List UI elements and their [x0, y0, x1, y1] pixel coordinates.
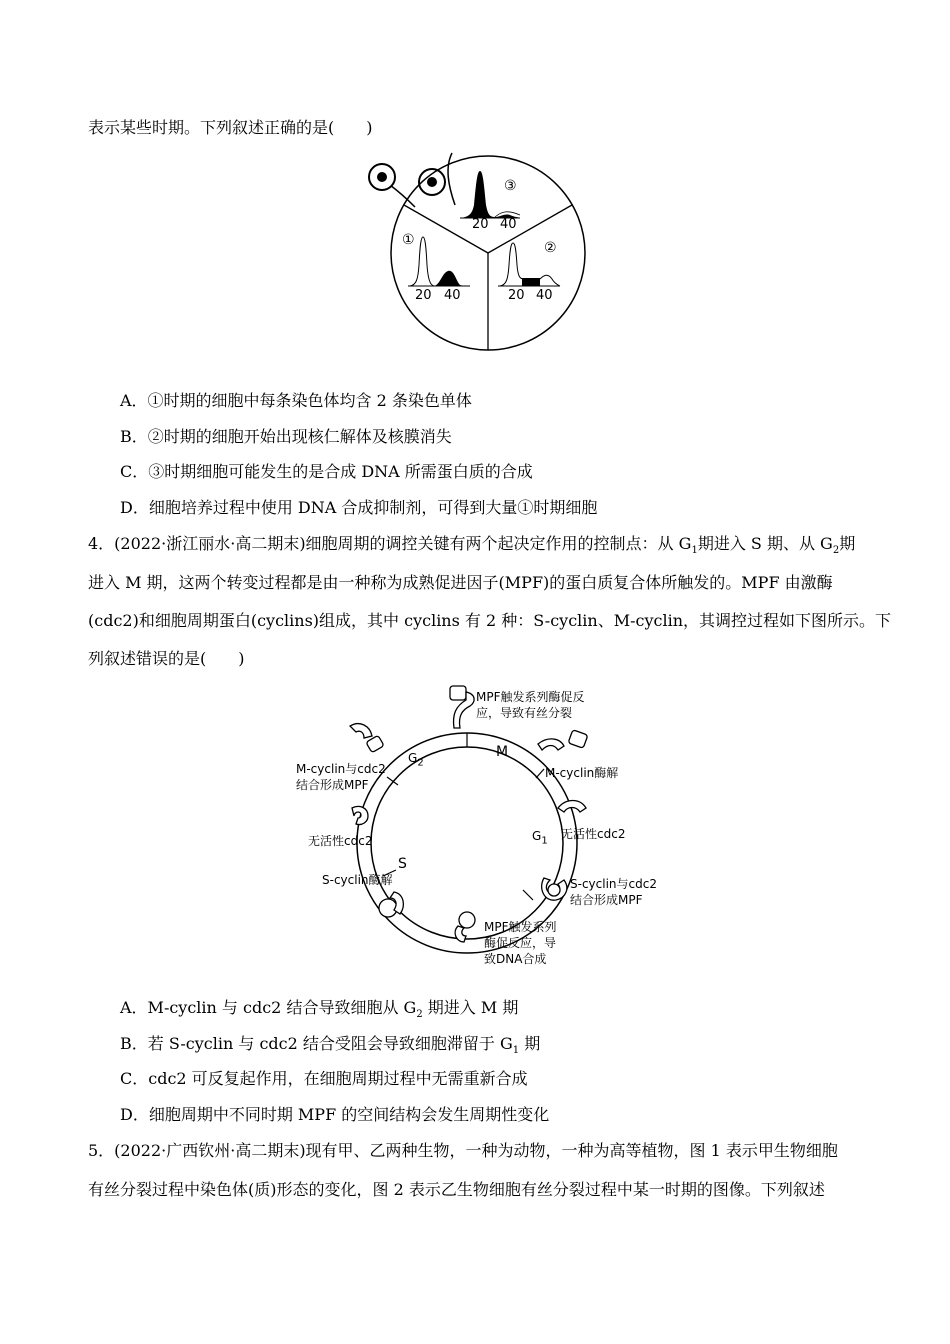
q3-option-b: B．②时期的细胞开始出现核仁解体及核膜消失: [120, 427, 452, 446]
axis-label-40: 40: [500, 217, 517, 232]
label-m-cyclin-bind-1: M-cyclin与cdc2: [296, 762, 386, 776]
phase-g2: $G_2$: [408, 751, 424, 769]
m-cyclin-bind-icon: [350, 724, 384, 753]
label-inactive-cdc2-right: 无活性cdc2: [561, 827, 626, 841]
label-mpf-bottom-1: MPF触发系列: [484, 920, 557, 934]
m-cyclin-degrade-icon: [538, 730, 588, 750]
q3-stem-tail: 表示某些时期。下列叙述正确的是( ): [88, 118, 373, 137]
q4-stem-line4: 列叙述错误的是( ): [88, 649, 245, 668]
phase-g1: $G_1$: [532, 829, 548, 847]
sector1-label: ①: [402, 232, 415, 248]
label-mpf-bottom-3: 致DNA合成: [484, 952, 547, 966]
q3-option-d: D．细胞培养过程中使用 DNA 合成抑制剂，可得到大量①时期细胞: [120, 498, 598, 517]
q5-stem-line1: 5．(2022·广西钦州·高二期末)现有甲、乙两种生物，一种为动物，一种为高等植物，图 1 表示甲生物细胞: [88, 1141, 838, 1160]
axis-label-40: 40: [444, 288, 461, 303]
label-m-cyclin-bind-2: 结合形成MPF: [296, 778, 369, 792]
label-inactive-cdc2-left: 无活性cdc2: [308, 834, 373, 848]
q4-option-b: B．若 S-cyclin 与 cdc2 结合受阻会导致细胞滞留于 $G_1$ 期: [120, 1034, 541, 1057]
histogram-1: [408, 237, 470, 286]
axis-label-20: 20: [472, 217, 489, 232]
q3-figure: [360, 145, 620, 357]
q4-option-c: C．cdc2 可反复起作用，在细胞周期过程中无需重新合成: [120, 1069, 528, 1088]
label-m-cyclin-degrade: M-cyclin酶解: [545, 766, 619, 780]
axis-label-40: 40: [536, 288, 553, 303]
label-mpf-top-2: 应，导致有丝分裂: [476, 706, 573, 720]
s-cyclin-degrade-icon: [379, 892, 403, 917]
label-s-cyclin-degrade: S-cyclin酶解: [322, 873, 393, 887]
axis-label-20: 20: [415, 288, 432, 303]
q4-option-a: A．M-cyclin 与 cdc2 结合导致细胞从 $G_2$ 期进入 M 期: [120, 998, 519, 1021]
q3-option-c: C．③时期细胞可能发生的是合成 DNA 所需蛋白质的合成: [120, 462, 533, 481]
axis-label-20: 20: [508, 288, 525, 303]
label-s-cyclin-bind-2: 结合形成MPF: [570, 893, 643, 907]
q4-stem-line1: 4．(2022·浙江丽水·高二期末)细胞周期的调控关键有两个起决定作用的控制点：从 $G_1$期进入 S 期、从 $G_2$期: [88, 534, 856, 557]
mpf-complex-top-icon: [450, 686, 474, 728]
phase-s: S: [398, 856, 407, 872]
sector3-label: ③: [504, 178, 517, 194]
q4-option-d: D．细胞周期中不同时期 MPF 的空间结构会发生周期性变化: [120, 1105, 550, 1124]
phase-m: M: [496, 744, 509, 760]
q4-stem-line2: 进入 M 期，这两个转变过程都是由一种称为成熟促进因子(MPF)的蛋白质复合体所触发的。MPF 由激酶: [88, 573, 833, 592]
mpf-complex-bottom-icon: [455, 912, 475, 942]
q5-stem-line2: 有丝分裂过程中染色体(质)形态的变化，图 2 表示乙生物细胞有丝分裂过程中某一时期的图像。下列叙述: [88, 1180, 825, 1199]
label-s-cyclin-bind-1: S-cyclin与cdc2: [570, 877, 657, 891]
label-mpf-bottom-2: 酶促反应，导: [484, 936, 557, 950]
q3-option-a: A．①时期的细胞中每条染色体均含 2 条染色单体: [120, 391, 472, 410]
sector2-label: ②: [544, 240, 557, 256]
q4-stem-line3: (cdc2)和细胞周期蛋白(cyclins)组成，其中 cyclins 有 2 种：S-cyclin、M-cyclin，其调控过程如下图所示。下: [88, 611, 892, 630]
label-mpf-top-1: MPF触发系列酶促反: [476, 690, 585, 704]
